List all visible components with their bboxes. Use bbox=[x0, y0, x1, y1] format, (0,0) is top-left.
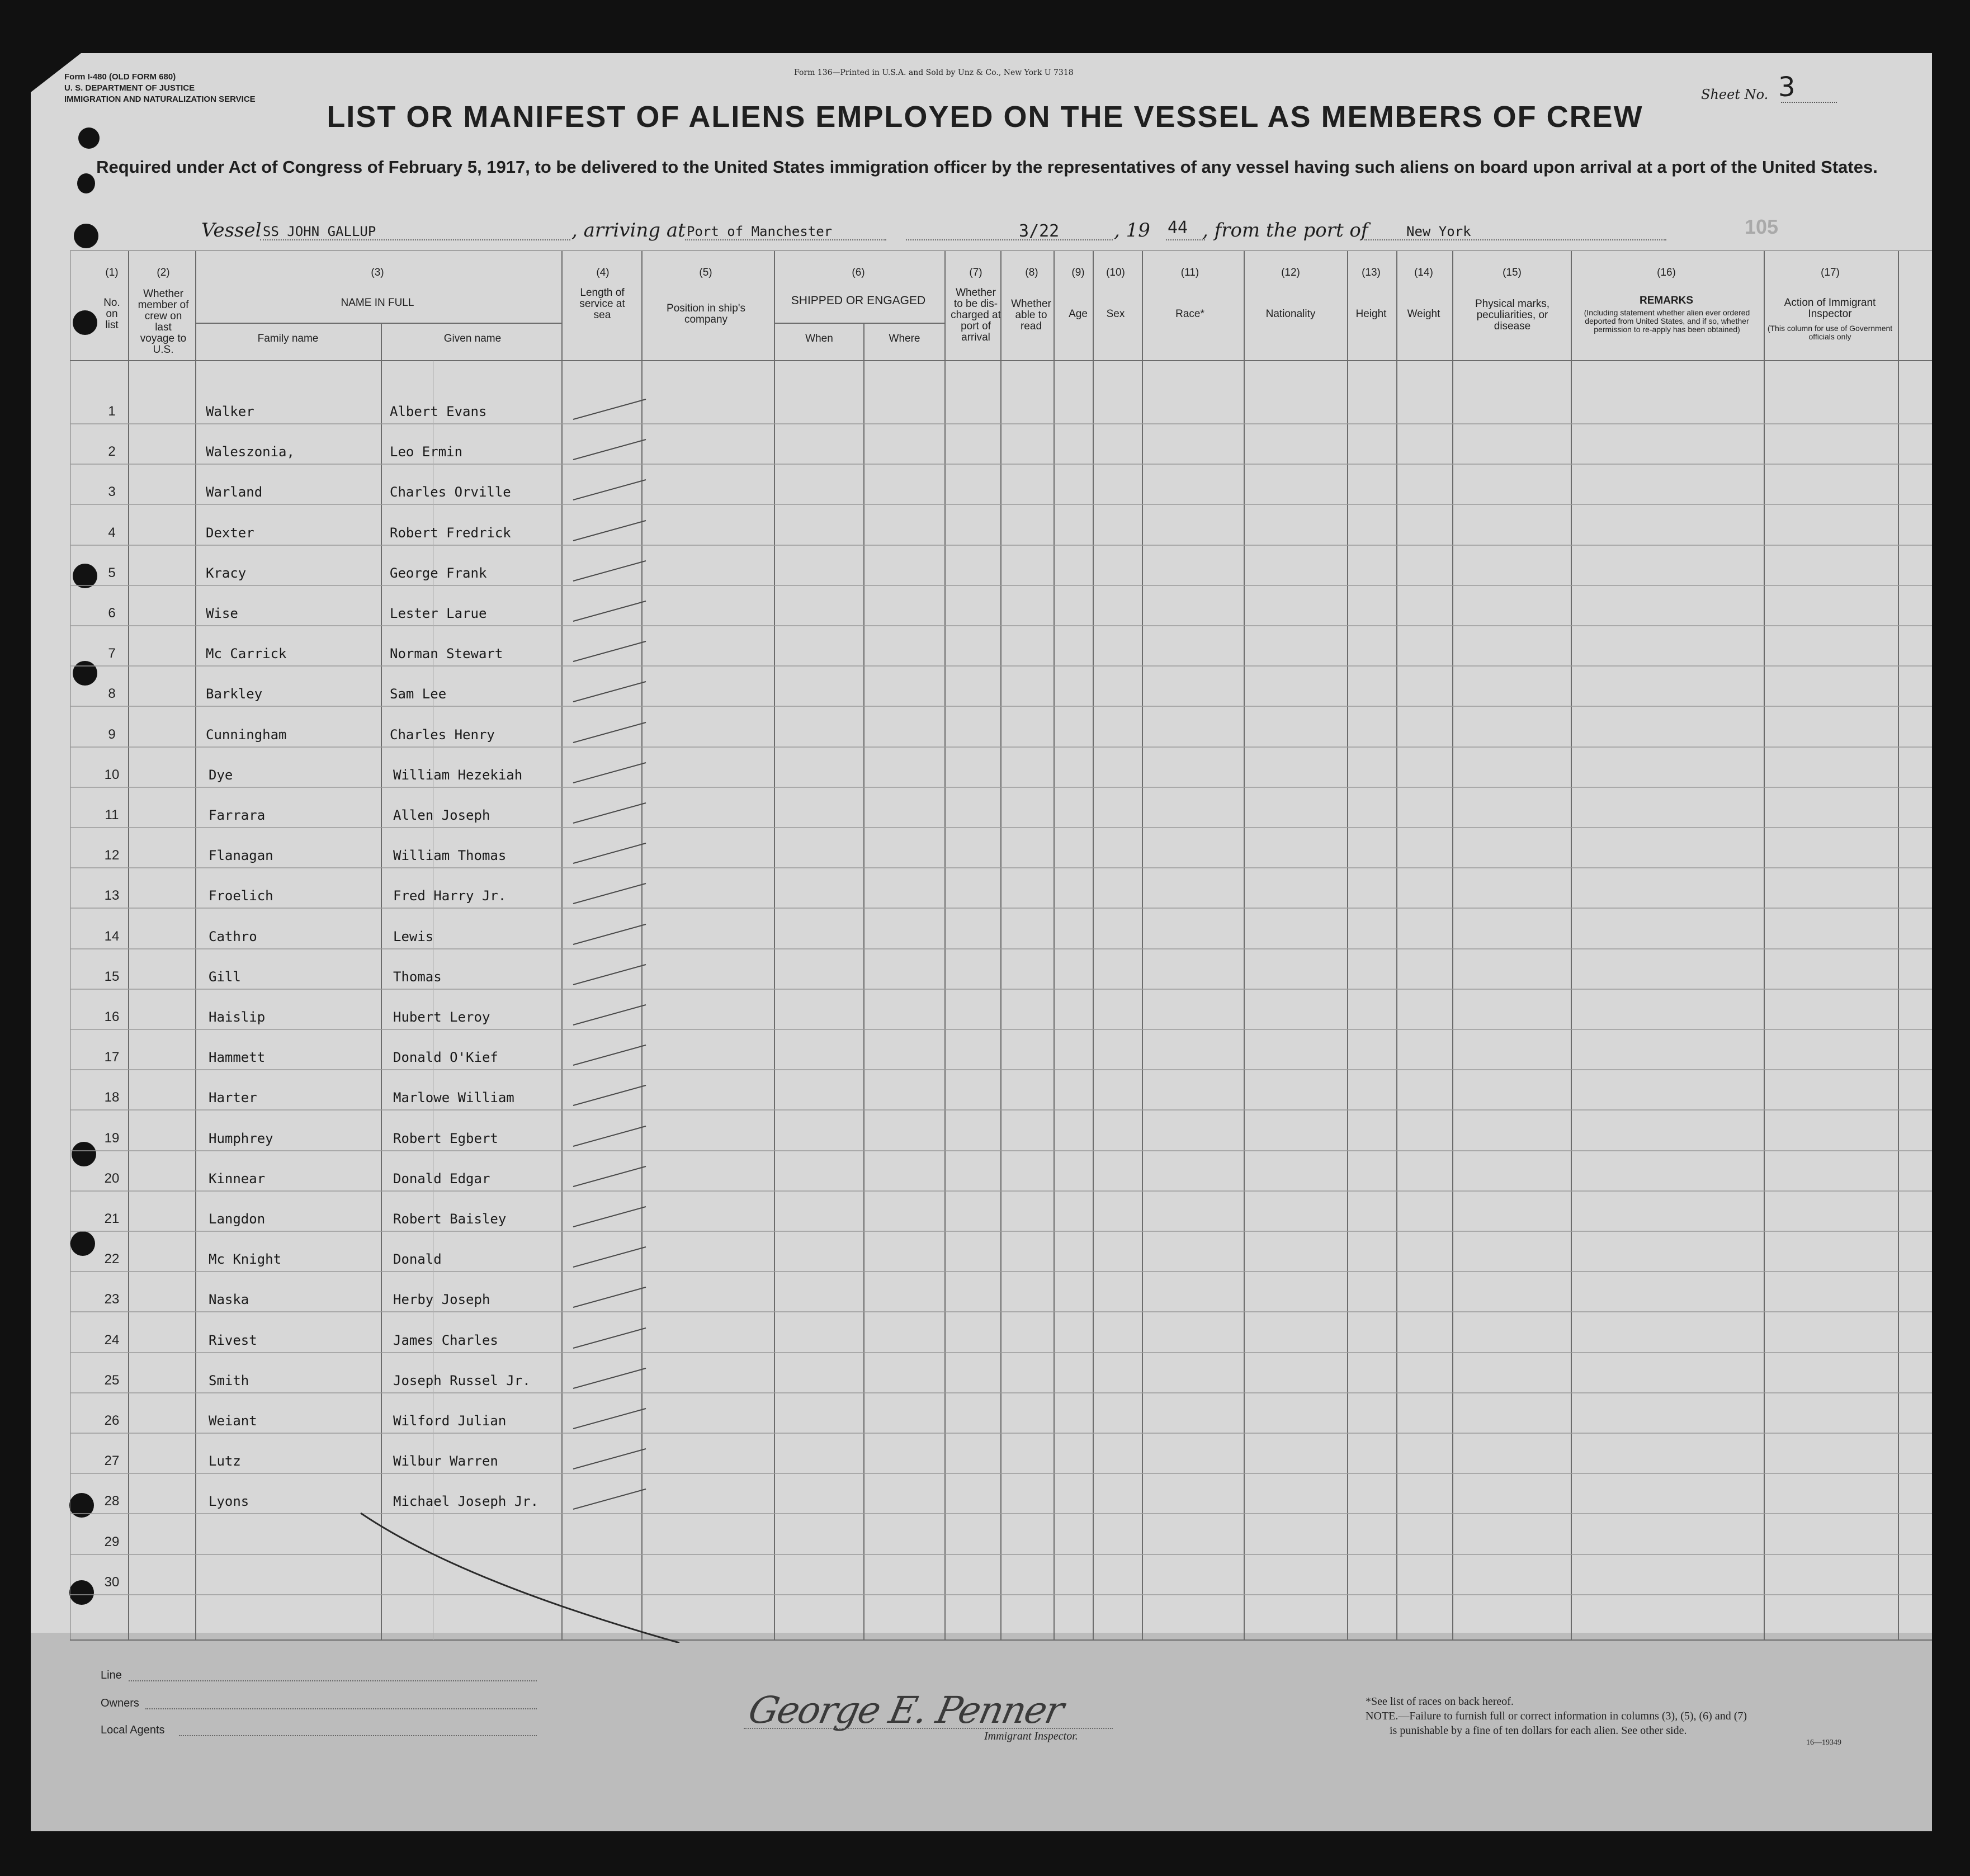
length-of-service-mark bbox=[573, 1409, 646, 1429]
family-name: Langdon bbox=[209, 1211, 266, 1227]
page-subtitle: Required under Act of Congress of February 5, 1917, to be delivered to the United States immigration officer by the representatives of any vessel having such aliens on board upon arrival at a port of the United States. bbox=[96, 157, 1878, 177]
length-of-service-mark bbox=[573, 924, 646, 944]
length-of-service-mark bbox=[573, 722, 646, 743]
row-number: 22 bbox=[104, 1251, 120, 1267]
col8-label: Whether able to read bbox=[1011, 298, 1051, 332]
length-of-service-mark bbox=[573, 1166, 646, 1187]
col14-label: Weight bbox=[1407, 308, 1440, 320]
row-number: 26 bbox=[104, 1413, 120, 1428]
family-name: Weiant bbox=[209, 1413, 257, 1429]
arriving-value: Port of Manchester bbox=[687, 224, 833, 239]
punch-hole bbox=[74, 224, 98, 248]
arrival-year: 44 bbox=[1168, 218, 1188, 238]
col6-number: (6) bbox=[852, 267, 865, 278]
stamp-number: 105 bbox=[1745, 215, 1779, 238]
family-name: Hammett bbox=[209, 1050, 266, 1065]
row-number: 2 bbox=[108, 444, 116, 459]
row-number: 30 bbox=[104, 1575, 120, 1590]
col10-label: Sex bbox=[1106, 308, 1125, 320]
row-number: 1 bbox=[108, 404, 116, 419]
given-name: Herby Joseph bbox=[393, 1292, 490, 1307]
row-number: 7 bbox=[108, 646, 116, 661]
penalty-note-1: NOTE.—Failure to furnish full or correct information in columns (3), (5), (6) and (7) bbox=[1366, 1710, 1747, 1722]
family-name: Naska bbox=[209, 1292, 249, 1307]
family-name: Lutz bbox=[209, 1453, 241, 1469]
col9-number: (9) bbox=[1071, 267, 1085, 278]
from-port-line bbox=[1364, 239, 1666, 240]
col11-label: Race* bbox=[1175, 308, 1204, 320]
col9-label: Age bbox=[1069, 308, 1088, 320]
length-of-service-mark bbox=[573, 399, 646, 419]
row-number: 5 bbox=[108, 565, 116, 580]
vessel-label: Vessel bbox=[201, 219, 262, 242]
length-of-service-mark bbox=[573, 641, 646, 661]
family-name: Mc Knight bbox=[209, 1251, 282, 1267]
inspector-label: Immigrant Inspector. bbox=[984, 1730, 1078, 1742]
length-of-service-mark bbox=[573, 440, 646, 460]
family-name: Rivest bbox=[209, 1332, 257, 1348]
date-line bbox=[906, 239, 1113, 240]
family-name: Humphrey bbox=[209, 1131, 273, 1146]
given-name: Norman Stewart bbox=[390, 646, 503, 661]
given-name: Robert Fredrick bbox=[390, 525, 511, 541]
family-name: Barkley bbox=[206, 686, 263, 702]
length-of-service-mark bbox=[573, 843, 646, 863]
col3-family-label: Family name bbox=[257, 333, 319, 344]
sheet-label: Sheet No. bbox=[1701, 87, 1769, 102]
row-number: 23 bbox=[104, 1292, 120, 1307]
col8-number: (8) bbox=[1025, 267, 1038, 278]
row-number: 20 bbox=[104, 1171, 120, 1186]
given-name: Charles Orville bbox=[390, 484, 511, 500]
given-name: Fred Harry Jr. bbox=[393, 888, 507, 904]
row-number: 14 bbox=[104, 929, 120, 944]
printer-line: Form 136—Printed in U.S.A. and Sold by Unz & Co., New York U 7318 bbox=[794, 68, 1074, 77]
row-number: 21 bbox=[104, 1211, 120, 1226]
given-name: Lewis bbox=[393, 929, 434, 944]
given-name: Donald Edgar bbox=[393, 1171, 490, 1187]
length-of-service-mark bbox=[573, 561, 646, 581]
owners-field bbox=[145, 1708, 537, 1709]
col17-note: (This column for use of Government officials only bbox=[1767, 324, 1893, 341]
from-port-label: , from the port of bbox=[1202, 219, 1368, 242]
given-name: Joseph Russel Jr. bbox=[393, 1373, 531, 1388]
col7-number: (7) bbox=[969, 267, 982, 278]
local-agents-label: Local Agents bbox=[101, 1724, 165, 1736]
col16-note: (Including statement whether alien ever ordered deported from United States, and if so, whether permission to re-apply has been obtained) bbox=[1584, 308, 1750, 334]
row-number: 6 bbox=[108, 606, 116, 621]
family-name: Wise bbox=[206, 606, 238, 621]
row-number: 13 bbox=[104, 888, 120, 903]
given-name: Donald O'Kief bbox=[393, 1050, 498, 1065]
family-name: Warland bbox=[206, 484, 263, 500]
family-name: Harter bbox=[209, 1090, 257, 1105]
col15-number: (15) bbox=[1503, 267, 1522, 278]
family-name: Kinnear bbox=[209, 1171, 266, 1187]
year-line bbox=[1166, 239, 1205, 240]
col2-number: (2) bbox=[157, 267, 170, 278]
family-name: Farrara bbox=[209, 807, 266, 823]
family-name: Mc Carrick bbox=[206, 646, 287, 661]
length-of-service-mark bbox=[573, 682, 646, 702]
family-name: Gill bbox=[209, 969, 241, 985]
family-name: Dye bbox=[209, 767, 233, 783]
year-prefix: , 19 bbox=[1114, 219, 1150, 242]
row-number: 25 bbox=[104, 1373, 120, 1388]
given-name: Wilbur Warren bbox=[393, 1453, 498, 1469]
row-number: 27 bbox=[104, 1453, 120, 1468]
col1-label: No. on list bbox=[103, 297, 120, 331]
races-note: *See list of races on back hereof. bbox=[1366, 1695, 1514, 1708]
col13-number: (13) bbox=[1362, 267, 1381, 278]
col11-number: (11) bbox=[1180, 267, 1199, 278]
print-code: 16—19349 bbox=[1806, 1738, 1841, 1747]
family-name: Froelich bbox=[209, 888, 273, 904]
line-label: Line bbox=[101, 1669, 122, 1681]
col17-number: (17) bbox=[1821, 267, 1840, 278]
family-name: Waleszonia, bbox=[206, 444, 295, 460]
col4-label: Length of service at sea bbox=[579, 287, 625, 321]
length-of-service-mark bbox=[573, 1085, 646, 1105]
given-name: Allen Joseph bbox=[393, 807, 490, 823]
col3-given-label: Given name bbox=[443, 333, 502, 344]
length-of-service-mark bbox=[573, 1247, 646, 1267]
family-name: Flanagan bbox=[209, 848, 273, 863]
form-number: Form I-480 (OLD FORM 680) bbox=[64, 72, 176, 82]
col12-number: (12) bbox=[1281, 267, 1300, 278]
col6-where-label: Where bbox=[889, 333, 920, 344]
col7-label: Whether to be dis-charged at port of arrival bbox=[951, 287, 1001, 343]
line-field bbox=[129, 1680, 537, 1681]
family-name: Lyons bbox=[209, 1494, 249, 1509]
length-of-service-mark bbox=[573, 1368, 646, 1388]
given-name: Wilford Julian bbox=[393, 1413, 507, 1429]
sheet-number: 3 bbox=[1778, 72, 1796, 103]
owners-label: Owners bbox=[101, 1697, 139, 1709]
arriving-line bbox=[685, 239, 886, 240]
given-name: George Frank bbox=[390, 565, 487, 581]
col1-number: (1) bbox=[105, 267, 119, 278]
page-title: LIST OR MANIFEST OF ALIENS EMPLOYED ON THE VESSEL AS MEMBERS OF CREW bbox=[327, 100, 1643, 134]
row-number: 4 bbox=[108, 525, 116, 540]
row-number: 12 bbox=[104, 848, 120, 863]
col3-label: NAME IN FULL bbox=[341, 297, 414, 309]
given-name: Sam Lee bbox=[390, 686, 447, 702]
given-name: Robert Egbert bbox=[393, 1131, 498, 1146]
given-name: Marlowe William bbox=[393, 1090, 514, 1105]
col4-number: (4) bbox=[596, 267, 610, 278]
col3-number: (3) bbox=[371, 267, 384, 278]
length-of-service-mark bbox=[573, 521, 646, 541]
length-of-service-mark bbox=[573, 1126, 646, 1146]
department-name: U. S. DEPARTMENT OF JUSTICE bbox=[64, 83, 195, 93]
row-number: 19 bbox=[104, 1131, 120, 1146]
family-name: Kracy bbox=[206, 565, 247, 581]
manifest-grid bbox=[70, 251, 1932, 1643]
given-name: Michael Joseph Jr. bbox=[393, 1494, 539, 1509]
length-of-service-mark bbox=[573, 1287, 646, 1307]
col5-number: (5) bbox=[699, 267, 712, 278]
col10-number: (10) bbox=[1106, 267, 1125, 278]
from-port-value: New York bbox=[1406, 224, 1471, 239]
col15-label: Physical marks, peculiarities, or disease bbox=[1475, 298, 1550, 332]
length-of-service-mark bbox=[573, 1449, 646, 1469]
family-name: Dexter bbox=[206, 525, 254, 541]
family-name: Cathro bbox=[209, 929, 257, 944]
given-name: William Thomas bbox=[393, 848, 507, 863]
length-of-service-mark bbox=[573, 1207, 646, 1227]
given-name: Thomas bbox=[393, 969, 442, 985]
given-name: Albert Evans bbox=[390, 404, 487, 419]
length-of-service-mark bbox=[573, 803, 646, 823]
given-name: William Hezekiah bbox=[393, 767, 523, 783]
col6-when-label: When bbox=[805, 333, 833, 344]
local-agents-field bbox=[179, 1735, 537, 1736]
col2-label: Whether member of crew on last voyage to U.S. bbox=[138, 288, 189, 356]
row-number: 3 bbox=[108, 484, 116, 499]
row-number: 15 bbox=[104, 969, 120, 984]
penalty-note-2: is punishable by a fine of ten dollars for each alien. See other side. bbox=[1390, 1724, 1687, 1737]
family-name: Haislip bbox=[209, 1009, 266, 1025]
col13-label: Height bbox=[1355, 308, 1387, 320]
row-number: 11 bbox=[105, 807, 119, 823]
vessel-line bbox=[260, 239, 570, 240]
arrival-date: 3/22 bbox=[1019, 221, 1060, 241]
length-of-service-mark bbox=[573, 763, 646, 783]
col5-label: Position in ship's company bbox=[667, 303, 745, 325]
row-number: 8 bbox=[108, 686, 116, 701]
row-number: 24 bbox=[104, 1332, 120, 1348]
length-of-service-mark bbox=[573, 883, 646, 904]
col17-label: Action of Immigrant Inspector bbox=[1784, 297, 1876, 320]
row-number: 18 bbox=[104, 1090, 120, 1105]
arriving-label: , arriving at bbox=[571, 219, 686, 242]
row-number: 10 bbox=[104, 767, 120, 782]
col6-label: SHIPPED OR ENGAGED bbox=[791, 294, 926, 307]
given-name: Leo Ermin bbox=[390, 444, 463, 460]
row-number: 17 bbox=[104, 1050, 120, 1065]
family-name: Walker bbox=[206, 404, 254, 419]
given-name: Hubert Leroy bbox=[393, 1009, 490, 1025]
row-number: 29 bbox=[104, 1534, 120, 1549]
given-name: Charles Henry bbox=[390, 727, 495, 743]
length-of-service-mark bbox=[573, 1489, 646, 1509]
length-of-service-mark bbox=[573, 601, 646, 621]
given-name: Lester Larue bbox=[390, 606, 487, 621]
length-of-service-mark bbox=[573, 1005, 646, 1025]
row-number: 16 bbox=[104, 1009, 120, 1024]
inspector-signature: George E. Penner bbox=[744, 1689, 1067, 1732]
length-of-service-mark bbox=[573, 965, 646, 985]
col16-label: REMARKS bbox=[1639, 295, 1694, 306]
row-number: 9 bbox=[108, 727, 116, 742]
length-of-service-mark bbox=[573, 1328, 646, 1348]
vessel-value: SS JOHN GALLUP bbox=[263, 224, 376, 239]
length-of-service-mark bbox=[573, 1045, 646, 1065]
col14-number: (14) bbox=[1414, 267, 1433, 278]
end-of-list-stroke bbox=[361, 1513, 679, 1643]
col12-label: Nationality bbox=[1265, 308, 1316, 320]
given-name: Robert Baisley bbox=[393, 1211, 507, 1227]
col16-number: (16) bbox=[1657, 267, 1676, 278]
family-name: Cunningham bbox=[206, 727, 287, 743]
service-name: IMMIGRATION AND NATURALIZATION SERVICE bbox=[64, 94, 256, 104]
row-number: 28 bbox=[104, 1494, 120, 1509]
family-name: Smith bbox=[209, 1373, 249, 1388]
given-name: Donald bbox=[393, 1251, 442, 1267]
given-name: James Charles bbox=[393, 1332, 498, 1348]
length-of-service-mark bbox=[573, 480, 646, 500]
